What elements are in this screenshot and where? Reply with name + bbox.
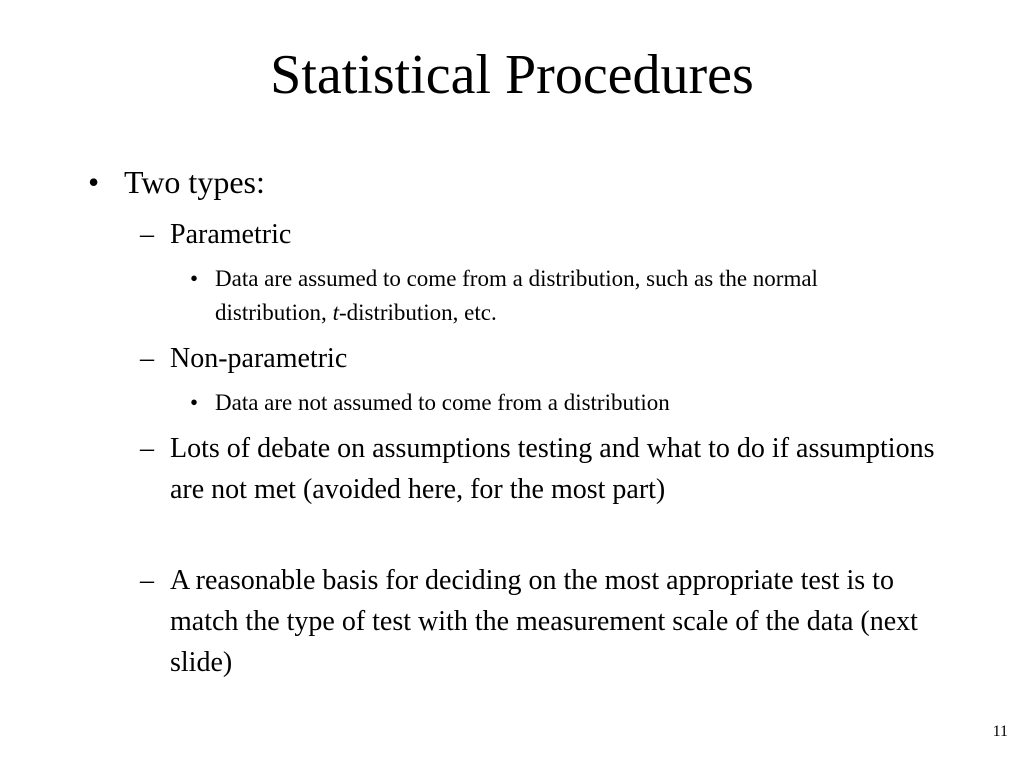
sub-bullet-marker: • <box>190 390 199 415</box>
subitem-text <box>215 262 905 330</box>
subitem-text: Data are not assumed to come from a distribution <box>215 390 670 415</box>
slide-title: Statistical Procedures <box>270 44 754 106</box>
item-text: Non-parametric <box>170 343 348 374</box>
bullet-two-types <box>0 163 1024 203</box>
dash-marker: – <box>140 433 154 464</box>
subitem-text-rest: -distribution, etc. <box>338 300 497 325</box>
dash-marker: – <box>140 219 154 250</box>
item-text: Parametric <box>170 219 292 250</box>
subitem-non-parametric-description <box>0 386 1024 420</box>
page-number: 11 <box>992 723 1008 740</box>
item-non-parametric <box>0 338 1024 379</box>
dash-marker: – <box>140 565 154 596</box>
bullet-marker: • <box>88 164 100 200</box>
sub-bullet-marker: • <box>190 266 199 291</box>
item-reasonable-basis <box>0 560 1024 683</box>
item-text: Lots of debate on assumptions testing and what to do if assumptions are not met (avoided here, for the most part) <box>170 433 935 505</box>
item-assumptions-debate <box>0 428 1024 551</box>
item-parametric <box>0 214 1024 255</box>
item-text: A reasonable basis for deciding on the most appropriate test is to match the type of test with the measurement scale of the data (next slide) <box>170 565 918 678</box>
subitem-text-main: Data are assumed to come from a distribution, such as the normal distribution, <box>215 266 818 325</box>
bullet-text: Two types: <box>124 164 265 200</box>
dash-marker: – <box>140 343 154 374</box>
subitem-text-italic: t <box>332 300 339 325</box>
subitem-parametric-description <box>0 262 1024 332</box>
